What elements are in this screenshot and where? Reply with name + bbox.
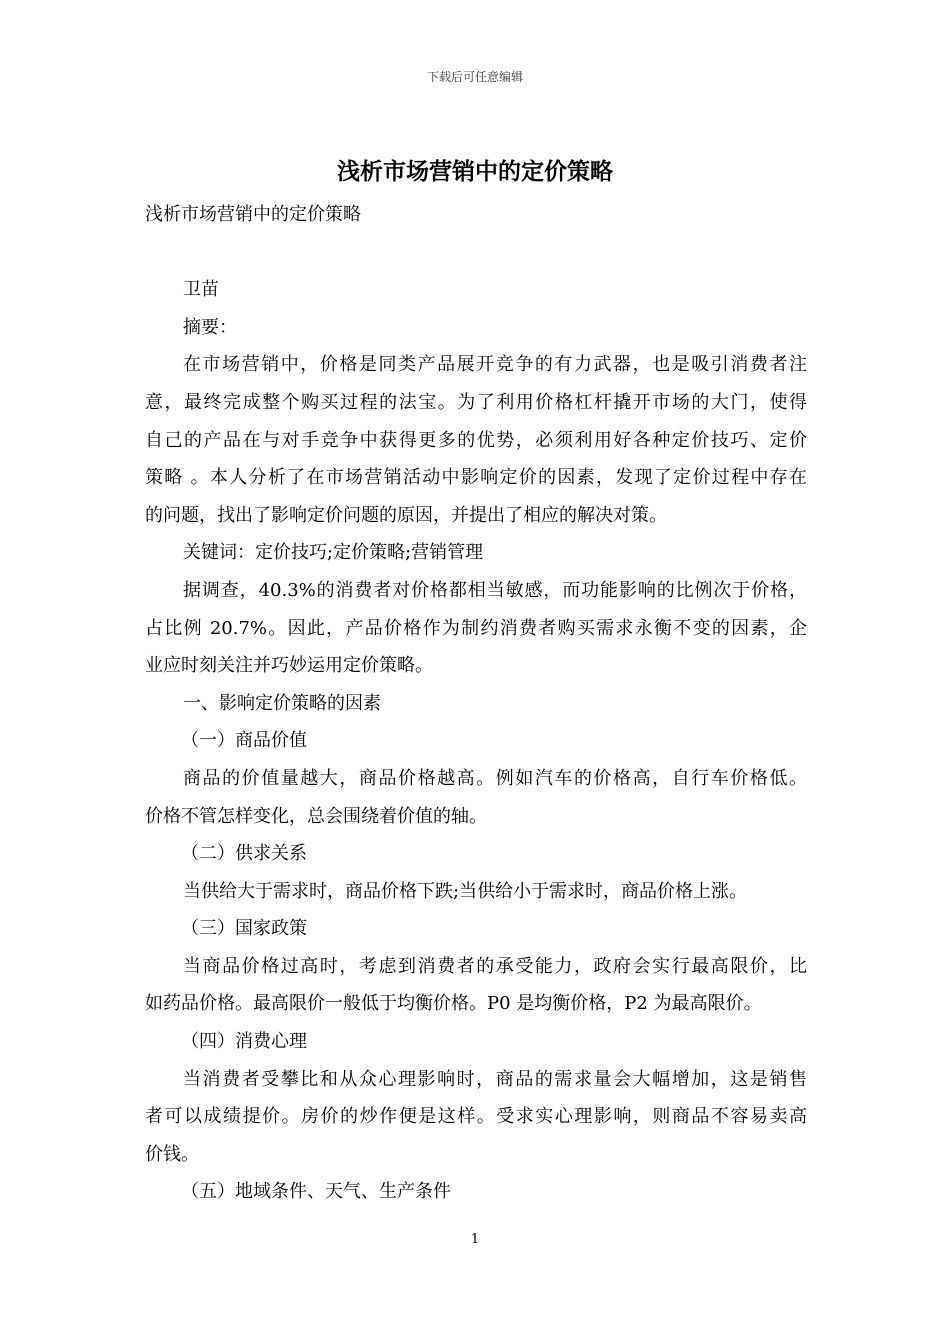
page-number: 1	[470, 1232, 480, 1247]
abstract-line: 自己的产品在与对手竞争中获得更多的优势，必须利用好各种定价技巧、定价	[145, 429, 807, 451]
subtitle-line: 浅析市场营销中的定价策略	[145, 204, 361, 225]
paragraph-line: 价钱。	[145, 1143, 199, 1165]
paragraph-line: 当供给大于需求时，商品价格下跌;当供给小于需求时，商品价格上涨。	[183, 880, 748, 902]
author-line: 卫苗	[183, 279, 219, 301]
blank-line	[145, 234, 807, 272]
paragraph-line: 据调查，40.3%的消费者对价格都相当敏感，而功能影响的比例次于价格，	[183, 579, 807, 601]
subsection-heading: （一）商品价值	[181, 730, 307, 752]
paragraph-line: 业应时刻关注并巧妙运用定价策略。	[145, 655, 433, 677]
subsection-heading: （五）地域条件、天气、生产条件	[181, 1181, 451, 1203]
paragraph-line: 当消费者受攀比和从众心理影响时，商品的需求量会大幅增加，这是销售	[183, 1068, 807, 1090]
paragraph-line: 占比例 20.7%。因此，产品价格作为制约消费者购买需求永衡不变的因素，企	[145, 617, 807, 639]
paragraph-line: 如药品价格。最高限价一般低于均衡价格。P0 是均衡价格，P2 为最高限价。	[145, 993, 762, 1015]
paragraph-line: 当商品价格过高时，考虑到消费者的承受能力，政府会实行最高限价，比	[183, 955, 807, 977]
keywords-line: 关键词：定价技巧;定价策略;营销管理	[183, 542, 484, 564]
paragraph-line: 商品的价值量越大，商品价格越高。例如汽车的价格高，自行车价格低。	[183, 767, 807, 789]
section-heading: 一、影响定价策略的因素	[183, 692, 381, 714]
subsection-heading: （四）消费心理	[181, 1031, 307, 1053]
subsection-heading: （二）供求关系	[181, 843, 307, 865]
paragraph-line: 者可以成绩提价。房价的炒作便是这样。受求实心理影响，则商品不容易卖高	[145, 1106, 807, 1128]
document-body	[145, 196, 807, 1211]
header-note: 下载后可任意编辑	[426, 70, 523, 84]
subsection-heading: （三）国家政策	[181, 918, 307, 940]
abstract-line: 在市场营销中，价格是同类产品展开竞争的有力武器，也是吸引消费者注	[183, 354, 807, 376]
abstract-line: 意，最终完成整个购买过程的法宝。为了利用价格杠杆撬开市场的大门，使得	[145, 391, 807, 413]
abstract-line: 策略 。本人分析了在市场营销活动中影响定价的因素，发现了定价过程中存在	[145, 467, 807, 489]
abstract-heading: 摘要：	[183, 316, 237, 338]
paragraph-line: 价格不管怎样变化，总会围绕着价值的轴。	[145, 805, 487, 827]
document-title: 浅析市场营销中的定价策略	[337, 158, 613, 185]
abstract-line: 的问题，找出了影响定价问题的原因，并提出了相应的解决对策。	[145, 504, 667, 526]
